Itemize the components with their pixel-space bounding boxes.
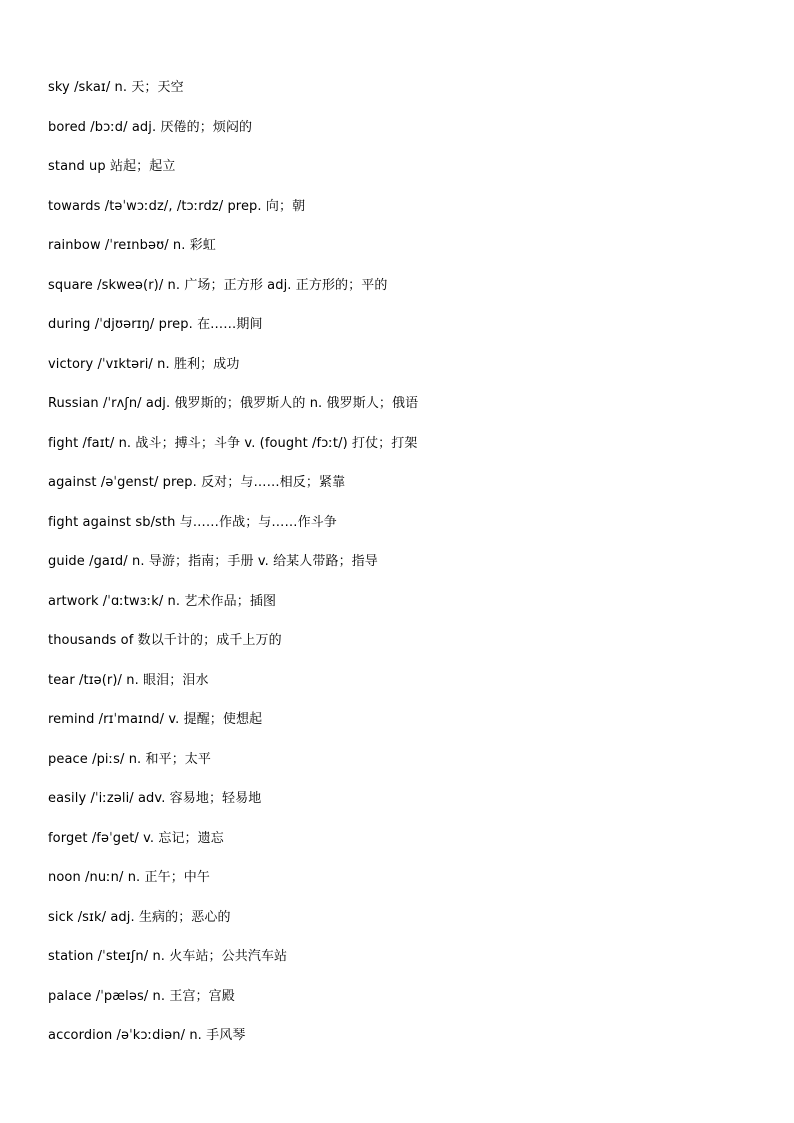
vocab-entry-text: towards /təˈwɔːdz/, /tɔːrdz/ prep. 向；朝 bbox=[48, 198, 306, 214]
vocab-entry-text: rainbow /ˈreɪnbəʊ/ n. 彩虹 bbox=[48, 238, 216, 253]
vocab-entry-rainbow bbox=[48, 234, 768, 274]
vocab-entry-text: palace /ˈpæləs/ n. 王宫；宫殿 bbox=[48, 988, 235, 1004]
vocab-entry-forget bbox=[48, 827, 768, 867]
vocab-entry-sky bbox=[48, 76, 768, 116]
vocab-entry-thousands-of bbox=[48, 629, 768, 669]
vocabulary-list bbox=[48, 76, 768, 1064]
vocab-entry-bored bbox=[48, 116, 768, 156]
vocab-entry-text: Russian /ˈrʌʃn/ adj. 俄罗斯的；俄罗斯人的 n. 俄罗斯人；俄语 bbox=[48, 396, 419, 411]
vocab-entry-palace bbox=[48, 985, 768, 1025]
vocab-entry-text: sky /skaɪ/ n. 天；天空 bbox=[48, 80, 184, 95]
vocab-entry-text: stand up 站起；起立 bbox=[48, 159, 176, 174]
vocab-entry-station bbox=[48, 945, 768, 985]
vocab-entry-text: station /ˈsteɪʃn/ n. 火车站；公共汽车站 bbox=[48, 949, 288, 964]
vocab-entry-easily bbox=[48, 787, 768, 827]
vocab-entry-text: peace /piːs/ n. 和平；太平 bbox=[48, 751, 212, 767]
vocab-entry-square bbox=[48, 274, 768, 314]
vocab-entry-text: bored /bɔːd/ adj. 厌倦的；烦闷的 bbox=[48, 119, 253, 135]
vocab-entry-text: easily /ˈiːzəli/ adv. 容易地；轻易地 bbox=[48, 791, 262, 806]
vocab-entry-text: fight /faɪt/ n. 战斗；搏斗；斗争 v. (fought /fɔːt/) 打仗；打架 bbox=[48, 435, 418, 451]
vocab-entry-text: sick /sɪk/ adj. 生病的；恶心的 bbox=[48, 909, 231, 925]
vocab-entry-fight-against bbox=[48, 511, 768, 551]
vocab-entry-artwork bbox=[48, 590, 768, 630]
vocab-entry-text: square /skweə(r)/ n. 广场；正方形 adj. 正方形的；平的 bbox=[48, 277, 388, 293]
vocab-entry-text: noon /nuːn/ n. 正午；中午 bbox=[48, 870, 211, 885]
vocab-entry-accordion bbox=[48, 1024, 768, 1064]
vocab-entry-tear bbox=[48, 669, 768, 709]
vocab-entry-sick bbox=[48, 906, 768, 946]
vocab-entry-russian bbox=[48, 392, 768, 432]
vocab-entry-text: thousands of 数以千计的；成千上万的 bbox=[48, 633, 282, 648]
vocab-entry-fight bbox=[48, 432, 768, 472]
vocab-entry-text: victory /ˈvɪktəri/ n. 胜利；成功 bbox=[48, 356, 240, 372]
vocab-entry-text: against /əˈgenst/ prep. 反对；与……相反；紧靠 bbox=[48, 475, 346, 490]
vocab-entry-text: forget /fəˈget/ v. 忘记；遗忘 bbox=[48, 830, 224, 846]
vocab-entry-stand-up bbox=[48, 155, 768, 195]
vocab-entry-peace bbox=[48, 748, 768, 788]
vocab-entry-victory bbox=[48, 353, 768, 393]
vocab-entry-text: guide /gaɪd/ n. 导游；指南；手册 v. 给某人带路；指导 bbox=[48, 554, 378, 569]
vocab-entry-text: tear /tɪə(r)/ n. 眼泪；泪水 bbox=[48, 672, 209, 688]
vocab-entry-towards bbox=[48, 195, 768, 235]
vocab-entry-during bbox=[48, 313, 768, 353]
vocab-entry-guide bbox=[48, 550, 768, 590]
vocab-entry-text: remind /rɪˈmaɪnd/ v. 提醒；使想起 bbox=[48, 712, 263, 727]
vocab-entry-against bbox=[48, 471, 768, 511]
vocab-entry-text: accordion /əˈkɔːdiən/ n. 手风琴 bbox=[48, 1028, 246, 1043]
vocab-entry-noon bbox=[48, 866, 768, 906]
vocab-entry-remind bbox=[48, 708, 768, 748]
vocab-entry-text: during /ˈdjʊərɪŋ/ prep. 在……期间 bbox=[48, 317, 263, 332]
vocab-entry-text: fight against sb/sth 与……作战；与……作斗争 bbox=[48, 514, 337, 530]
vocab-entry-text: artwork /ˈɑːtwɜːk/ n. 艺术作品；插图 bbox=[48, 593, 277, 609]
